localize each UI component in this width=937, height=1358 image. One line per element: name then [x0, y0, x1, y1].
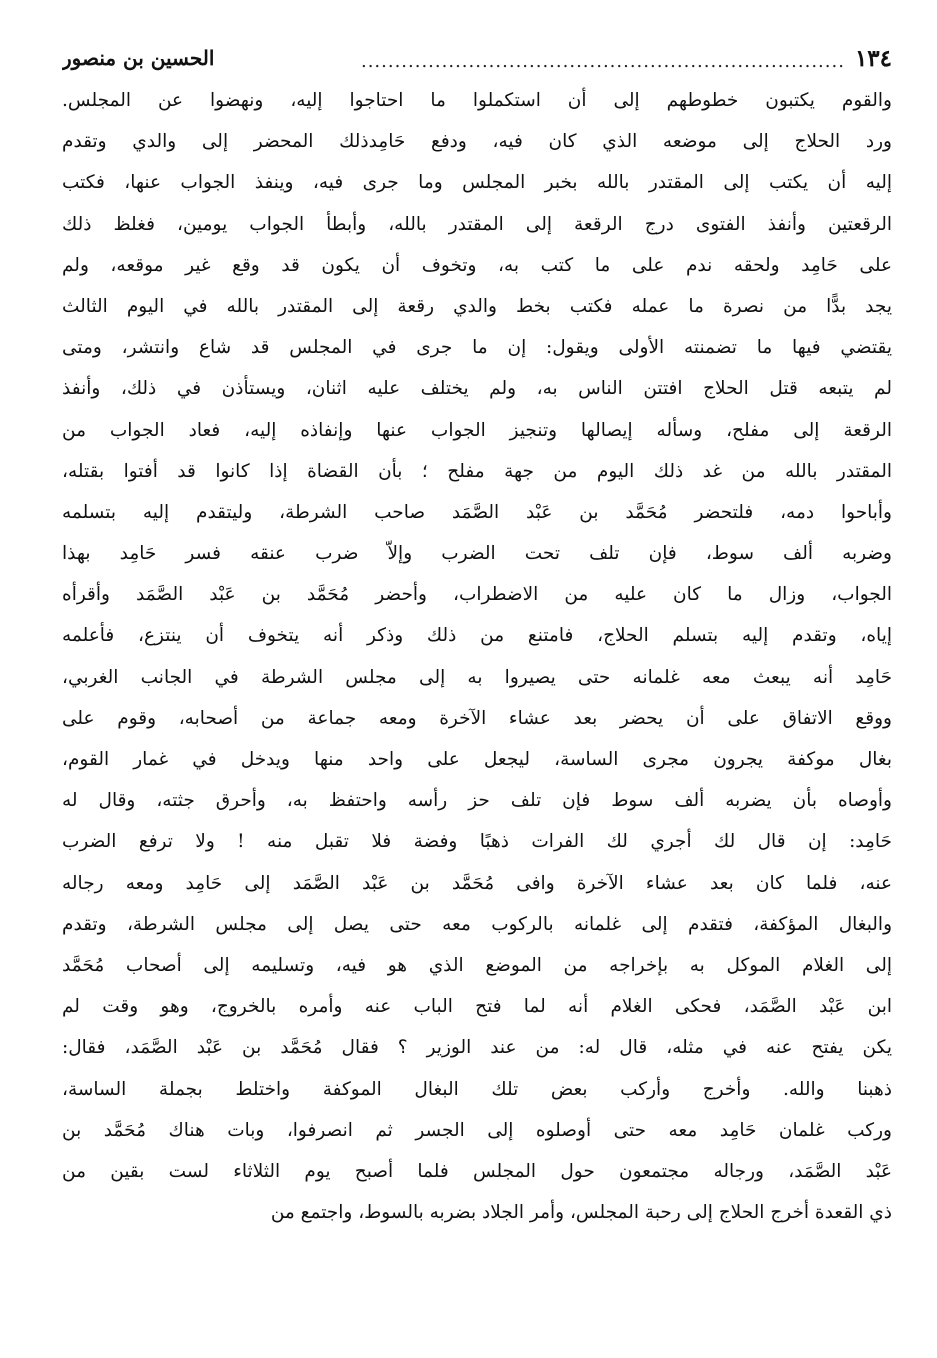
text-line: والقوم يكتبون خطوطهم إلى أن استكملوا ما احتاجوا إليه، ونهضوا عن المجلس.: [62, 90, 892, 111]
text-line: وأباحوا دمه، فلتحضر مُحَمَّد بن عَبْد الصَّمَد صاحب الشرطة، وليتقدم إليه بتسلمه: [62, 501, 892, 523]
text-line: ابن عَبْد الصَّمَد، فحكى الغلام أنه لما فتح الباب عنه وأمره بالخروج، وهو وقت لم: [62, 996, 892, 1018]
text-line: الجواب، وزال ما كان عليه من الاضطراب، وأحضر مُحَمَّد بن عَبْد الصَّمَد وأقرأه: [62, 584, 892, 606]
text-line: يكن يفتح عنه في مثله، قال له: من عند الوزير ؟ فقال مُحَمَّد بن عَبْد الصَّمَد، فقال:: [62, 1037, 892, 1059]
text-line: إلى الغلام الموكل به بإخراجه من الموضع الذي هو فيه، وتسليمه إلى أصحاب مُحَمَّد: [62, 954, 892, 976]
text-line: ذي القعدة أخرج الحلاج إلى رحبة المجلس، وأمر الجلاد بضربه بالسوط، واجتمع من: [270, 1202, 892, 1224]
text-line: المقتدر بالله من غد ذلك اليوم من جهة مفلح ؛ بأن القضاة إذا كانوا قد أفتوا بقتله،: [62, 460, 892, 482]
page-number: ١٣٤: [854, 44, 892, 72]
text-line: حَامِد: إن قال لك أجري لك الفرات ذهبًا وفضة فلا تقبل منه ! ولا ترفع الضرب: [62, 831, 892, 853]
text-line: إياه، وتقدم إليه بتسلم الحلاج، فامتنع من ذلك وذكر أنه يتخوف أن ينتزع، فأعلمه: [62, 625, 892, 647]
text-line: وأوصاه بأن يضربه ألف سوط فإن تلف حز رأسه واحتفظ به، وأحرق جثته، وقال له: [62, 790, 892, 812]
text-line: إليه أن يكتب إلى المقتدر بالله بخبر المجلس وما جرى فيه، وينفذ الجواب عنها، فكتب: [62, 172, 892, 194]
text-line: على حَامِد ولحقه ندم على ما كتب به، وتخوف أن يكون قد وقع غير موقعه، ولم: [62, 254, 892, 276]
text-line: عَبْد الصَّمَد، ورجاله مجتمعون حول المجلس فلما أصبح يوم الثلاثاء لست بقين من: [62, 1160, 892, 1182]
text-line: ذهبنا والله. وأخرج وأركب بعض تلك البغال الموكفة واختلط بجملة الساسة،: [62, 1078, 892, 1100]
text-line: ووقع الاتفاق على أن يحضر بعد عشاء الآخرة ومعه جماعة من أصحابه، وقوم على: [62, 707, 892, 729]
leader-dots: ........................................................................: [360, 50, 845, 72]
text-line: الرقعتين وأنفذ الفتوى درج الرقعة إلى المقتدر بالله، وأبطأ الجواب يومين، فغلظ ذلك: [62, 213, 892, 235]
body-text: [62, 80, 892, 1233]
text-line: يجد بدًّا من نصرة ما عمله فكتب بخط والدي رقعة إلى المقتدر بالله في اليوم الثالث: [62, 295, 892, 317]
text-line: لم يتبعه قتل الحلاج افتتن الناس به، ولم يختلف عليه اثنان، ويستأذن في ذلك، وأنفذ: [62, 378, 892, 400]
text-line: يقتضي فيها ما تضمنته الأولى ويقول: إن ما جرى في المجلس قد شاع وانتشر، ومتى: [62, 337, 892, 359]
text-line: وركب غلمان حَامِد معه حتى أوصلوه إلى الجسر ثم انصرفوا، وبات هناك مُحَمَّد بن: [62, 1119, 892, 1141]
text-line: وضربه ألف سوط، فإن تلف تحت الضرب وإلاّ ضرب عنقه فسر حَامِد بهذا: [62, 543, 892, 565]
book-page: [62, 40, 892, 1340]
text-line: بغال موكفة يجرون مجرى الساسة، ليجعل على واحد منها ويدخل في غمار القوم،: [62, 749, 892, 770]
text-line: ورد الحلاج إلى موضعه الذي كان فيه، ودفع حَامِدذلك المحضر إلى والدي وتقدم: [62, 131, 892, 153]
running-title: الحسين بن منصور: [62, 46, 215, 70]
text-line: عنه، فلما كان بعد عشاء الآخرة وافى مُحَمَّد بن عَبْد الصَّمَد إلى حَامِد ومعه رجاله: [62, 872, 892, 894]
text-line: حَامِد أنه يبعث معه غلمانه حتى يصيروا به إلى مجلس الشرطة في الجانب الغربي،: [62, 666, 892, 688]
text-line: الرقعة إلى مفلح، وسأله إيصالها وتنجيز الجواب عنها وإنفاذه إليه، فعاد الجواب من: [62, 419, 892, 441]
page-header: [62, 40, 892, 76]
text-line: والبغال المؤكفة، فتقدم إلى غلمانه بالركوب معه حتى يصل إلى مجلس الشرطة، وتقدم: [62, 913, 892, 935]
